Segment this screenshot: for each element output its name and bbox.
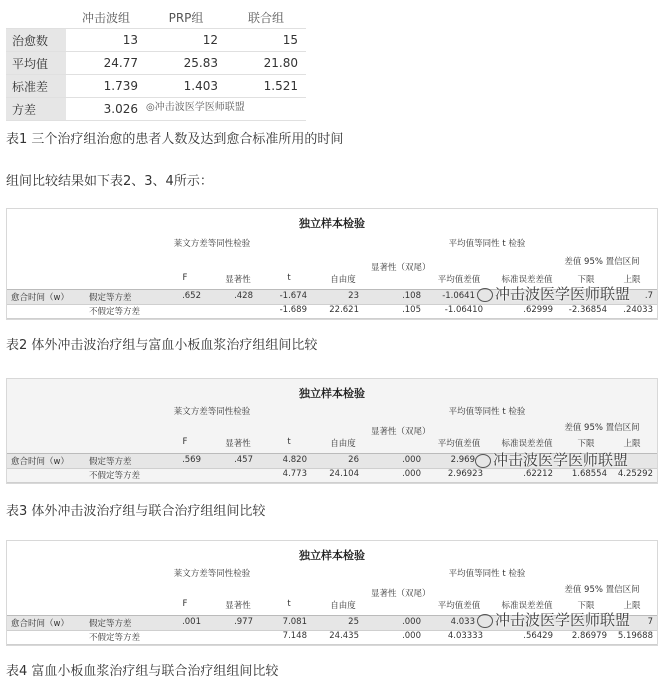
ci-header: 差值 95% 置信区间 [564,585,640,595]
col-header: 平均值差值 [437,601,481,611]
cell-mean-diff: 4.033 [450,617,475,627]
cell-p: .000 [402,455,421,465]
ci-header: 差值 95% 置信区间 [564,257,640,267]
row-sublabel: 不假定等方差 [89,633,141,643]
levene-header: 莱文方差等同性检验 [173,407,251,417]
summary-cell: 1.403 [146,75,226,98]
cell-mean-diff: -1.06410 [444,305,483,315]
summary-row [6,75,306,98]
cell-t: 4.820 [282,455,307,465]
row-sublabel: 假定等方差 [89,457,132,467]
cell-upper: 4.25292 [617,469,653,479]
cell-p: .108 [402,291,421,301]
table2-caption: 表2 体外冲击波治疗组与富血小板血浆治疗组组间比较 [6,338,318,353]
cell-df: 25 [348,617,359,627]
table4-caption: 表4 富血小板血浆治疗组与联合治疗组组间比较 [6,664,279,679]
summary-cell: 15 [226,29,306,52]
cell-upper: .24033 [623,305,653,315]
col-header: 上限 [623,275,641,285]
summary-row [6,52,306,75]
col-header: F [182,437,188,447]
cell-p: .000 [402,631,421,641]
summary-cell: 24.77 [66,52,146,75]
cell-t: 7.148 [282,631,307,641]
table-row [7,630,657,645]
cell-mean-diff: 4.03333 [447,631,483,641]
summary-cell: 1.521 [226,75,306,98]
summary-cell: 25.83 [146,52,226,75]
cell-sig: .977 [234,617,253,627]
cell-df: 23 [348,291,359,301]
cell-mean-diff: 2.96923 [447,469,483,479]
row-label: 愈合时间（w） [11,457,69,467]
summary-header-row [6,6,306,29]
summary-cell: 21.80 [226,52,306,75]
cell-upper: 7 [647,617,653,627]
cell-mean-diff: -1.0641 [442,291,475,301]
col-header: 显著性 [225,275,251,285]
ttest-header: 平均值等同性 t 检验 [448,407,526,417]
col-header: F [182,273,188,283]
watermark-text: 冲击波医学医师联盟 [477,609,630,630]
table-title: 独立样本检验 [299,549,365,562]
summary-row-label: 方差 [6,98,66,121]
cell-sig: .457 [234,455,253,465]
row-sublabel: 不假定等方差 [89,307,141,317]
watermark-text: 冲击波医学医师联盟 [475,449,628,470]
col-header: 标准误差差值 [501,601,553,611]
cell-p: .000 [402,469,421,479]
col-header: F [182,599,188,609]
watermark-icon [477,614,493,628]
col-header: 显著性（双尾） [371,589,431,599]
cell-f: .001 [182,617,201,627]
col-header: 显著性 [225,601,251,611]
watermark-icon: ◎ [146,102,155,113]
col-header: 上限 [623,439,641,449]
col-header: 下限 [577,601,595,611]
ttest-table-4 [6,540,658,646]
levene-header: 莱文方差等同性检验 [173,569,251,579]
ttest-table-3 [6,378,658,484]
table-row [7,304,657,319]
table-title: 独立样本检验 [299,387,365,400]
row-sublabel: 不假定等方差 [89,471,141,481]
cell-df: 24.435 [329,631,359,641]
summary-col-header: 联合组 [226,6,306,29]
cell-df: 22.621 [329,305,359,315]
watermark-icon [477,288,493,302]
cell-lower: 1.68554 [571,469,607,479]
row-sublabel: 假定等方差 [89,619,132,629]
row-label: 愈合时间（w） [11,619,69,629]
col-header: 标准误差差值 [501,275,553,285]
summary-corner [6,6,66,29]
ttest-header: 平均值等同性 t 检验 [448,569,526,579]
intro-text: 组间比较结果如下表2、3、4所示： [6,174,213,189]
watermark-text: ◎冲击波医学医师联盟 [146,102,245,113]
cell-df: 24.104 [329,469,359,479]
cell-f: .569 [182,455,201,465]
cell-upper: .7 [644,291,653,301]
col-header: 下限 [577,439,595,449]
watermark-text: 冲击波医学医师联盟 [477,283,630,304]
ttest-header: 平均值等同性 t 检验 [448,239,526,249]
watermark-icon [475,454,491,468]
cell-se-diff: .62999 [523,305,553,315]
col-header: 自由度 [330,601,356,611]
cell-lower: 2.86979 [571,631,607,641]
cell-t: -1.674 [279,291,307,301]
cell-mean-diff: 2.969 [450,455,475,465]
col-header: 显著性 [225,439,251,449]
table-title: 独立样本检验 [299,217,365,230]
summary-cell: 12 [146,29,226,52]
summary-row [6,29,306,52]
col-header: 显著性（双尾） [371,427,431,437]
row-sublabel: 假定等方差 [89,293,132,303]
summary-cell: 13 [66,29,146,52]
cell-se-diff: .62212 [523,469,553,479]
summary-col-header: PRP组 [146,6,226,29]
summary-row-label: 治愈数 [6,29,66,52]
cell-sig: .428 [234,291,253,301]
col-header: 自由度 [330,275,356,285]
levene-header: 莱文方差等同性检验 [173,239,251,249]
col-header: 下限 [577,275,595,285]
col-header: 上限 [623,601,641,611]
col-header: 平均值差值 [437,275,481,285]
summary-row-label: 标准差 [6,75,66,98]
cell-df: 26 [348,455,359,465]
ttest-table-2 [6,208,658,320]
cell-lower: -2.36854 [568,305,607,315]
col-header: t [287,273,291,283]
ci-header: 差值 95% 置信区间 [564,423,640,433]
col-header: t [287,437,291,447]
summary-row-label: 平均值 [6,52,66,75]
cell-f: .652 [182,291,201,301]
col-header: 标准误差差值 [501,439,553,449]
col-header: 自由度 [330,439,356,449]
table3-caption: 表3 体外冲击波治疗组与联合治疗组组间比较 [6,504,266,519]
table-row [7,468,657,483]
summary-cell: 1.739 [66,75,146,98]
cell-t: 4.773 [282,469,307,479]
cell-p: .000 [402,617,421,627]
col-header: 平均值差值 [437,439,481,449]
table1-caption: 表1 三个治疗组治愈的患者人数及达到愈合标准所用的时间 [6,132,344,147]
cell-upper: 5.19688 [617,631,653,641]
cell-p: .105 [402,305,421,315]
col-header: 显著性（双尾） [371,263,431,273]
col-header: t [287,599,291,609]
summary-cell: 3.026 [66,98,146,121]
cell-t: 7.081 [282,617,307,627]
cell-t: -1.689 [279,305,307,315]
cell-se-diff: .56429 [523,631,553,641]
summary-col-header: 冲击波组 [66,6,146,29]
row-label: 愈合时间（w） [11,293,69,303]
